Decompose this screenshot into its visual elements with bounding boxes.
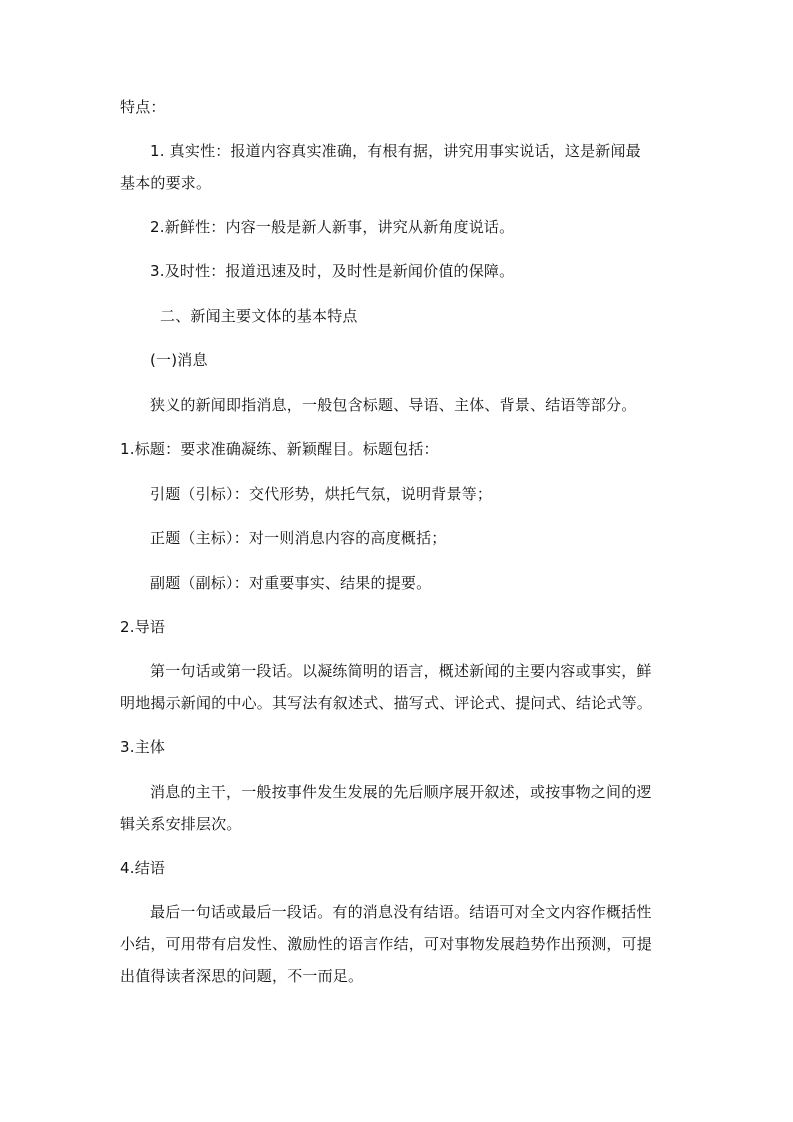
paragraph-line: 小结，可用带有启发性、激励性的语言作结，可对事物发展趋势作出预测，可提 xyxy=(120,935,653,953)
paragraph-line: 基本的要求。 xyxy=(120,174,212,192)
paragraph-line: 副题（副标）：对重要事实、结果的提要。 xyxy=(150,574,432,592)
paragraph-line: 第一句话或第一段话。以凝练简明的语言，概述新闻的主要内容或事实，鲜 xyxy=(150,662,652,680)
paragraph-line: 正题（主标）：对一则消息内容的高度概括； xyxy=(150,529,447,547)
paragraph-line: 3.及时性：报道迅速及时，及时性是新闻价值的保障。 xyxy=(150,262,515,280)
paragraph-line: 引题（引标）：交代形势，烘托气氛，说明背景等； xyxy=(150,485,493,503)
paragraph-line: 狭义的新闻即指消息，一般包含标题、导语、主体、背景、结语等部分。 xyxy=(150,396,637,414)
paragraph-line: 最后一句话或最后一段话。有的消息没有结语。结语可对全文内容作概括性 xyxy=(150,903,652,921)
section-heading: 二、新闻主要文体的基本特点 xyxy=(160,307,358,325)
paragraph-line: 出值得读者深思的问题，不一而足。 xyxy=(120,967,364,985)
subsection-heading: (一)消息 xyxy=(150,351,208,369)
paragraph-line: 明地揭示新闻的中心。其写法有叙述式、描写式、评论式、提问式、结论式等。 xyxy=(120,694,653,712)
section-label: 特点： xyxy=(120,98,166,116)
subsection-heading: 2.导语 xyxy=(120,618,166,636)
subsection-heading: 3.主体 xyxy=(120,738,166,756)
paragraph-line: 消息的主干，一般按事件发生发展的先后顺序展开叙述，或按事物之间的逻 xyxy=(150,783,652,801)
paragraph-line: 1.标题：要求准确凝练、新颖醒目。标题包括： xyxy=(120,440,439,458)
paragraph-line: 1. 真实性：报道内容真实准确，有根有据，讲究用事实说话，这是新闻最 xyxy=(150,142,641,160)
paragraph-line: 2.新鲜性：内容一般是新人新事，讲究从新角度说话。 xyxy=(150,218,515,236)
paragraph-line: 辑关系安排层次。 xyxy=(120,815,242,833)
subsection-heading: 4.结语 xyxy=(120,859,166,877)
